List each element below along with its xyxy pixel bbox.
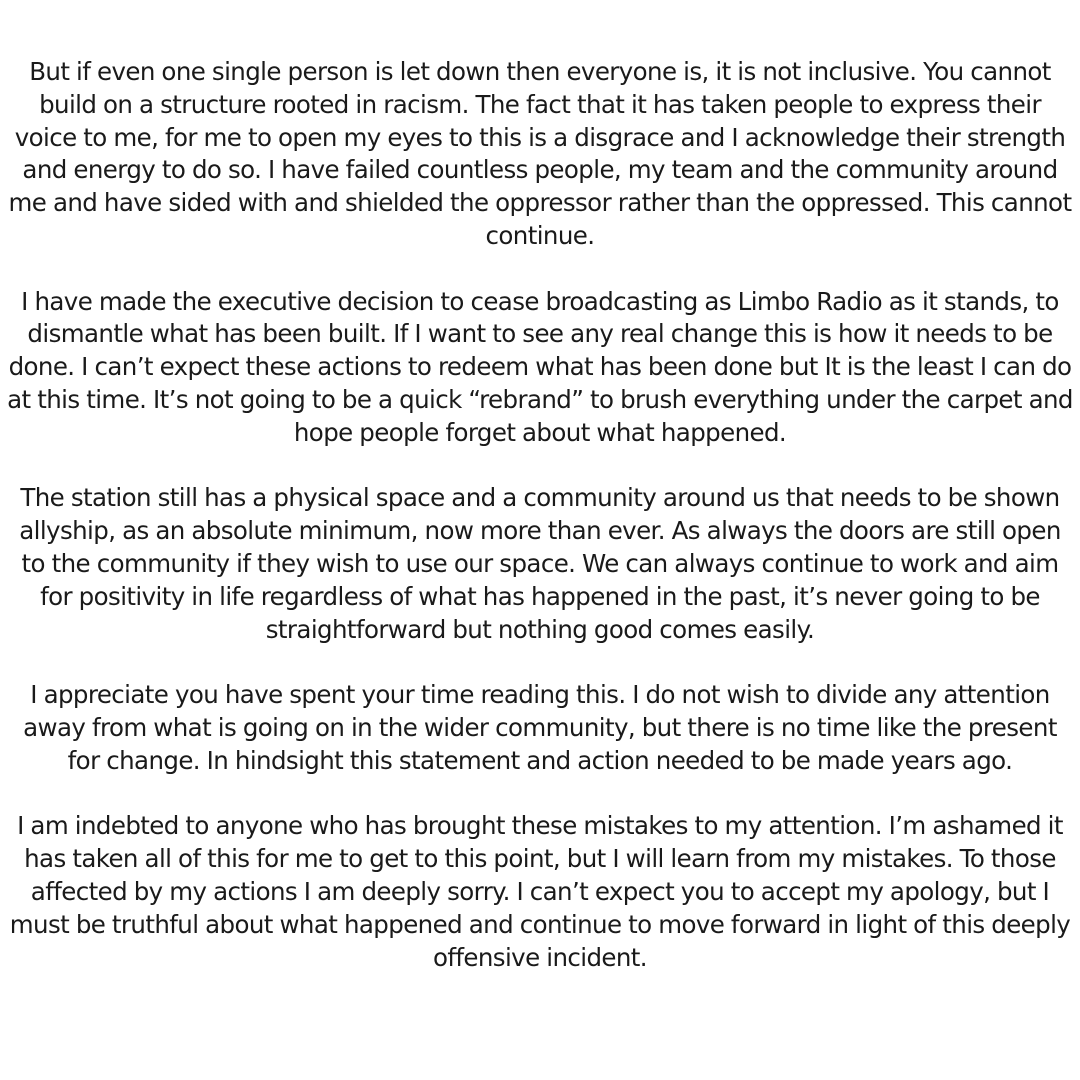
statement-body: [0, 56, 1080, 974]
statement-paragraph-3: The station still has a physical space and a community around us that needs to be shown allyship, as an absolute minimum, now more than ever. As always the doors are still open to the community if they wish to use our space. We can always continue to work and aim for positivity in life regardless of what has happened in the past, it’s never going to be straightforward but nothing good comes easily.: [19, 483, 1061, 644]
statement-paragraph-4: I appreciate you have spent your time reading this. I do not wish to divide any attention away from what is going on in the wider community, but there is no time like the present for change. In hindsight this statement and action needed to be made years ago.: [23, 680, 1057, 775]
statement-paragraph-2: I have made the executive decision to cease broadcasting as Limbo Radio as it stands, to dismantle what has been built. If I want to see any real change this is how it needs to be done. I can’t expect these actions to redeem what has been done but It is the least I can do at this time. It’s not going to be a quick “rebrand” to brush everything under the carpet and hope people forget about what happened.: [7, 286, 1073, 447]
statement-paragraph-5: I am indebted to anyone who has brought these mistakes to my attention. I’m ashamed it has taken all of this for me to get to this point, but I will learn from my mistakes. To those affected by my actions I am deeply sorry. I can’t expect you to accept my apology, but I must be truthful about what happened and continue to move forward in light of this deeply offensive incident.: [9, 811, 1071, 972]
statement-paragraph-1: But if even one single person is let down then everyone is, it is not inclusive. You cannot build on a structure rooted in racism. The fact that it has taken people to express their voice to me, for me to open my eyes to this is a disgrace and I acknowledge their strength and energy to do so. I have failed countless people, my team and the community around me and have sided with and shielded the oppressor rather than the oppressed. This cannot continue.: [8, 57, 1072, 250]
